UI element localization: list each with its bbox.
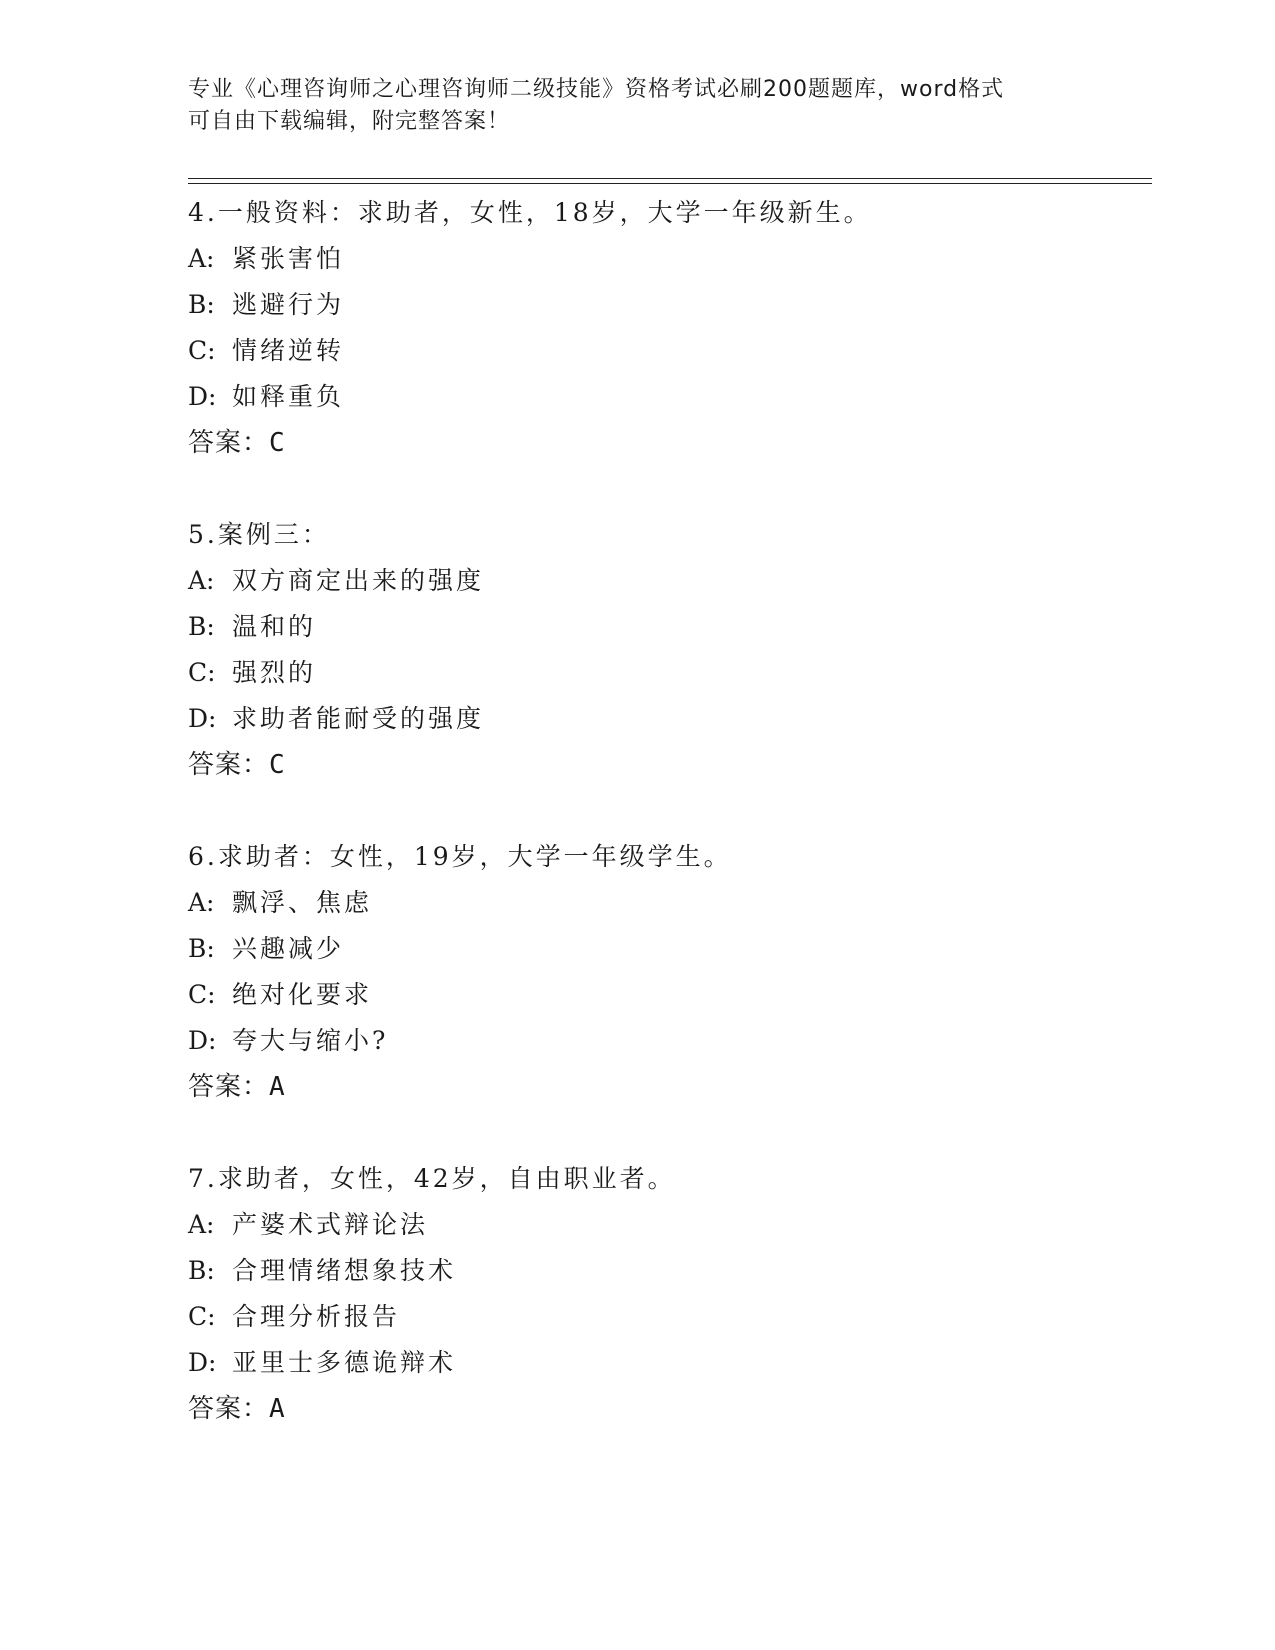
option-c [188,972,1148,1018]
option-text: 如释重负 [232,382,345,411]
question-5 [188,512,1148,788]
option-letter: B: [188,1256,215,1285]
answer-label: 答案： [188,750,270,780]
answer-label: 答案： [188,428,270,458]
answer [188,1386,1148,1432]
option-b [188,926,1148,972]
option-letter: B: [188,934,215,963]
header-line-1: 专业《心理咨询师之心理咨询师二级技能》资格考试必刷200题题库，word格式 [188,77,1005,102]
option-text: 双方商定出来的强度 [232,566,485,595]
option-letter: D: [188,704,217,733]
question-6 [188,834,1148,1110]
option-text: 温和的 [232,612,317,641]
option-text: 合理分析报告 [232,1302,401,1331]
header-divider-bottom [188,183,1152,184]
option-d [188,374,1148,420]
option-letter: B: [188,290,215,319]
option-letter: D: [188,382,217,411]
option-letter: C: [188,658,216,687]
option-a [188,558,1148,604]
question-stem: 7.求助者，女性，42岁，自由职业者。 [188,1164,676,1193]
question-list [188,190,1148,1478]
option-a [188,880,1148,926]
answer-label: 答案： [188,1072,270,1102]
option-letter: A: [188,888,215,917]
option-letter: B: [188,612,215,641]
option-text: 紧张害怕 [232,244,345,273]
option-text: 夸大与缩小? [232,1026,389,1055]
question-4 [188,190,1148,466]
option-a [188,236,1148,282]
option-b [188,282,1148,328]
option-b [188,1248,1148,1294]
option-letter: C: [188,1302,216,1331]
option-text: 合理情绪想象技术 [232,1256,457,1285]
answer [188,420,1148,466]
option-letter: C: [188,336,216,365]
header-line-2: 可自由下载编辑，附完整答案！ [188,109,511,134]
option-text: 飘浮、焦虑 [232,888,373,917]
answer [188,742,1148,788]
answer-value: A [269,1072,286,1102]
option-letter: C: [188,980,216,1009]
option-c [188,328,1148,374]
option-text: 绝对化要求 [232,980,373,1009]
option-text: 强烈的 [232,658,317,687]
option-c [188,1294,1148,1340]
answer-value: C [269,428,286,458]
option-d [188,1018,1148,1064]
option-letter: A: [188,1210,215,1239]
option-letter: A: [188,566,215,595]
option-b [188,604,1148,650]
option-text: 逃避行为 [232,290,345,319]
option-c [188,650,1148,696]
document-header [188,74,1088,138]
option-text: 情绪逆转 [232,336,345,365]
option-text: 兴趣减少 [232,934,345,963]
header-divider-top [188,178,1152,179]
question-stem: 6.求助者：女性，19岁，大学一年级学生。 [188,842,732,871]
answer-value: A [269,1394,286,1424]
option-d [188,696,1148,742]
option-a [188,1202,1148,1248]
answer [188,1064,1148,1110]
option-text: 亚里士多德诡辩术 [232,1348,457,1377]
question-stem: 4.一般资料：求助者，女性，18岁，大学一年级新生。 [188,198,872,227]
option-text: 产婆术式辩论法 [232,1210,429,1239]
question-7 [188,1156,1148,1432]
option-letter: A: [188,244,215,273]
option-text: 求助者能耐受的强度 [232,704,485,733]
answer-value: C [269,750,286,780]
option-letter: D: [188,1348,217,1377]
answer-label: 答案： [188,1394,270,1424]
question-stem: 5.案例三： [188,520,330,549]
option-d [188,1340,1148,1386]
option-letter: D: [188,1026,217,1055]
